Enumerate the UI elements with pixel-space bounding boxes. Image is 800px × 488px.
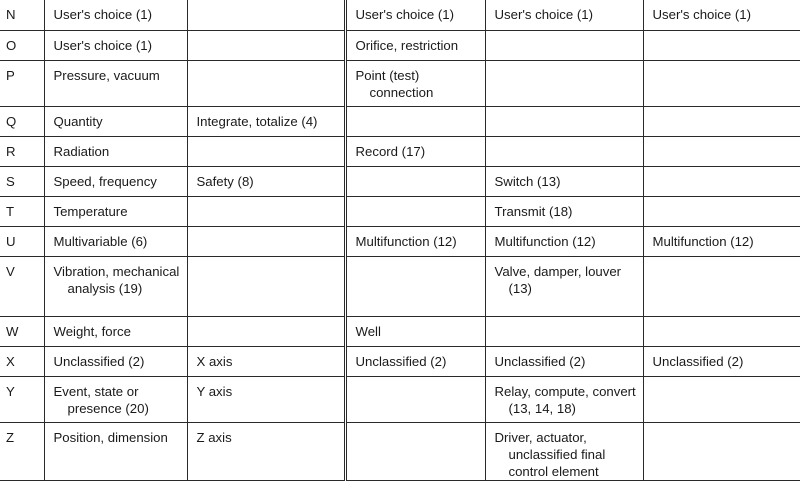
measured-variable-cell — [44, 346, 187, 376]
letter-cell — [0, 376, 44, 422]
letter-cell — [0, 226, 44, 256]
table-row — [0, 346, 800, 376]
measured-variable-cell — [44, 0, 187, 30]
table-row — [0, 60, 800, 106]
cell-text: S — [6, 173, 15, 189]
readout-function-cell — [345, 422, 485, 480]
cell-text: Multivariable (6) — [53, 233, 148, 249]
cell-text: X — [6, 353, 15, 369]
modifier-cell — [187, 346, 345, 376]
table-row — [0, 376, 800, 422]
letter-cell — [0, 60, 44, 106]
cell-text: Valve, damper, louver (13) — [494, 263, 622, 296]
cell-text: T — [6, 203, 15, 219]
readout-function-cell — [345, 376, 485, 422]
letter-cell — [0, 316, 44, 346]
cell-text: Driver, actuator, unclassified final control element — [494, 429, 606, 479]
cell-text: Speed, frequency — [53, 173, 157, 189]
measured-variable-cell — [44, 136, 187, 166]
table-row — [0, 30, 800, 60]
cell-text: P — [6, 67, 15, 83]
cell-text: Z — [6, 429, 15, 445]
cell-text: Well — [355, 323, 381, 339]
table-row — [0, 256, 800, 316]
output-function-cell — [485, 0, 643, 30]
readout-function-cell — [345, 0, 485, 30]
measured-variable-cell — [44, 166, 187, 196]
cell-text: Orifice, restriction — [355, 37, 459, 53]
output-modifier-cell — [643, 166, 800, 196]
table-row — [0, 106, 800, 136]
measured-variable-cell — [44, 422, 187, 480]
modifier-cell — [187, 0, 345, 30]
letter-cell — [0, 256, 44, 316]
cell-text: Temperature — [53, 203, 128, 219]
output-function-cell — [485, 166, 643, 196]
cell-text: Q — [6, 113, 17, 129]
output-modifier-cell — [643, 316, 800, 346]
output-modifier-cell — [643, 256, 800, 316]
letter-cell — [0, 166, 44, 196]
letter-cell — [0, 136, 44, 166]
letter-cell — [0, 422, 44, 480]
cell-text: R — [6, 143, 16, 159]
cell-text: O — [6, 37, 17, 53]
measured-variable-cell — [44, 30, 187, 60]
measured-variable-cell — [44, 196, 187, 226]
modifier-cell — [187, 166, 345, 196]
cell-text: V — [6, 263, 15, 279]
readout-function-cell — [345, 30, 485, 60]
readout-function-cell — [345, 316, 485, 346]
table-row — [0, 422, 800, 480]
output-modifier-cell — [643, 422, 800, 480]
cell-text: User's choice (1) — [53, 7, 153, 22]
table-row — [0, 136, 800, 166]
output-modifier-cell — [643, 106, 800, 136]
letter-cell — [0, 30, 44, 60]
letter-cell — [0, 346, 44, 376]
cell-text: Quantity — [53, 113, 103, 129]
output-modifier-cell — [643, 30, 800, 60]
measured-variable-cell — [44, 256, 187, 316]
output-function-cell — [485, 106, 643, 136]
cell-text: W — [6, 323, 19, 339]
cell-text: User's choice (1) — [355, 7, 455, 22]
modifier-cell — [187, 226, 345, 256]
cell-text: Unclassified (2) — [53, 353, 145, 369]
cell-text: User's choice (1) — [652, 7, 752, 22]
output-modifier-cell — [643, 196, 800, 226]
table-row — [0, 316, 800, 346]
letter-cell — [0, 0, 44, 30]
cell-text: Multifunction (12) — [652, 233, 754, 249]
output-function-cell — [485, 346, 643, 376]
output-modifier-cell — [643, 346, 800, 376]
cell-text: Multifunction (12) — [355, 233, 457, 249]
readout-function-cell — [345, 256, 485, 316]
table-row — [0, 226, 800, 256]
modifier-cell — [187, 60, 345, 106]
cell-text: X axis — [196, 353, 233, 369]
cell-text: Weight, force — [53, 323, 131, 339]
measured-variable-cell — [44, 106, 187, 136]
cell-text: Z axis — [196, 429, 232, 445]
cell-text: U — [6, 233, 16, 249]
modifier-cell — [187, 136, 345, 166]
output-modifier-cell — [643, 60, 800, 106]
measured-variable-cell — [44, 60, 187, 106]
modifier-cell — [187, 30, 345, 60]
modifier-cell — [187, 256, 345, 316]
cell-text: Y axis — [196, 383, 233, 399]
output-function-cell — [485, 422, 643, 480]
cell-text: User's choice (1) — [53, 37, 153, 53]
output-function-cell — [485, 196, 643, 226]
output-function-cell — [485, 136, 643, 166]
cell-text: Vibration, mechanical analysis (19) — [53, 263, 180, 296]
readout-function-cell — [345, 60, 485, 106]
modifier-cell — [187, 422, 345, 480]
table-row — [0, 166, 800, 196]
output-function-cell — [485, 60, 643, 106]
cell-text: Unclassified (2) — [652, 353, 744, 369]
cell-text: Position, dimension — [53, 429, 168, 445]
cell-text: Pressure, vacuum — [53, 67, 160, 83]
table-row — [0, 0, 800, 30]
cell-text: Integrate, totalize (4) — [196, 113, 318, 129]
table-row — [0, 196, 800, 226]
readout-function-cell — [345, 106, 485, 136]
cell-text: Unclassified (2) — [494, 353, 586, 369]
modifier-cell — [187, 376, 345, 422]
output-function-cell — [485, 226, 643, 256]
modifier-cell — [187, 106, 345, 136]
cell-text: User's choice (1) — [494, 7, 594, 22]
measured-variable-cell — [44, 376, 187, 422]
letter-cell — [0, 196, 44, 226]
cell-text: Multifunction (12) — [494, 233, 596, 249]
output-modifier-cell — [643, 226, 800, 256]
readout-function-cell — [345, 166, 485, 196]
measured-variable-cell — [44, 316, 187, 346]
cell-text: Record (17) — [355, 143, 426, 159]
output-modifier-cell — [643, 376, 800, 422]
modifier-cell — [187, 316, 345, 346]
output-modifier-cell — [643, 0, 800, 30]
cell-text: Point (test) connection — [355, 67, 434, 100]
cell-text: Relay, compute, convert (13, 14, 18) — [494, 383, 636, 416]
modifier-cell — [187, 196, 345, 226]
output-function-cell — [485, 256, 643, 316]
output-function-cell — [485, 30, 643, 60]
cell-text: Radiation — [53, 143, 110, 159]
readout-function-cell — [345, 196, 485, 226]
cell-text: Unclassified (2) — [355, 353, 447, 369]
cell-text: Y — [6, 383, 15, 399]
cell-text: Switch (13) — [494, 173, 561, 189]
letter-cell — [0, 106, 44, 136]
output-function-cell — [485, 376, 643, 422]
output-modifier-cell — [643, 136, 800, 166]
output-function-cell — [485, 316, 643, 346]
readout-function-cell — [345, 136, 485, 166]
readout-function-cell — [345, 226, 485, 256]
cell-text: N — [6, 7, 16, 22]
measured-variable-cell — [44, 226, 187, 256]
cell-text: Event, state or presence (20) — [53, 383, 149, 416]
cell-text: Safety (8) — [196, 173, 254, 189]
readout-function-cell — [345, 346, 485, 376]
cell-text: Transmit (18) — [494, 203, 573, 219]
